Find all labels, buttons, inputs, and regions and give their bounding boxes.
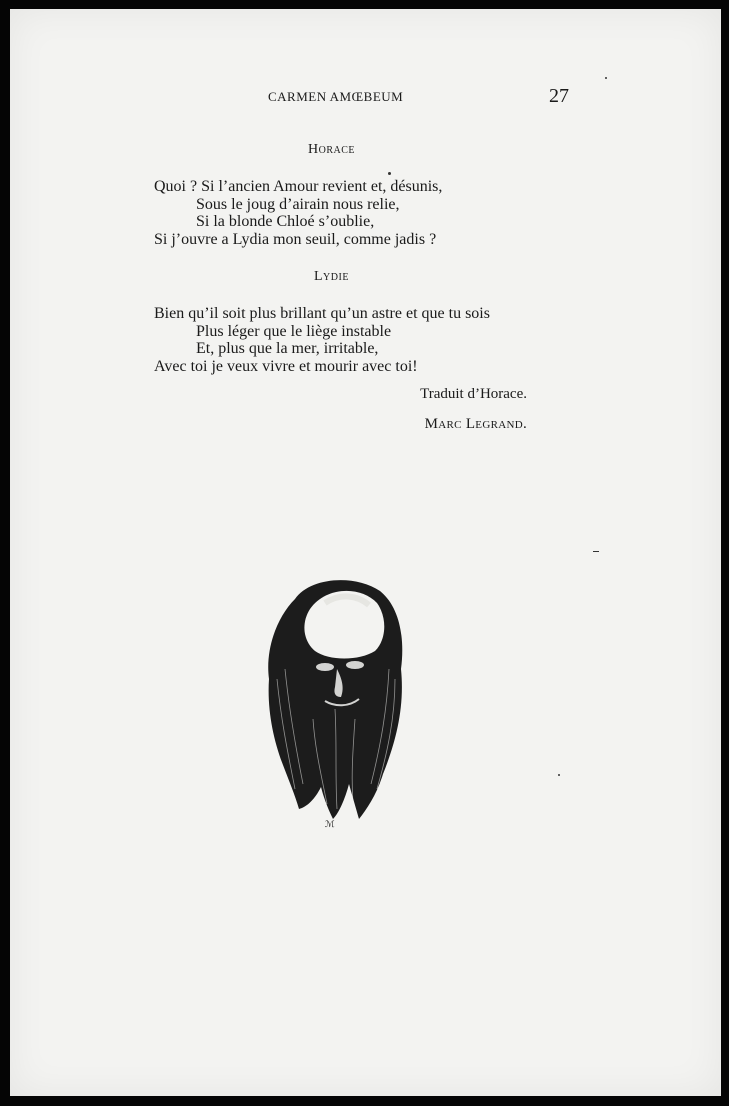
- paper-speck: [605, 77, 607, 79]
- author-signature: Marc Legrand.: [424, 416, 527, 432]
- verse-line: Si la blonde Chloé s’oublie,: [196, 213, 375, 230]
- verse-line: Et, plus que la mer, irritable,: [196, 340, 379, 357]
- stanza-lydie: [154, 305, 490, 375]
- verse-line: Si j’ouvre a Lydia mon seuil, comme jadis ?: [154, 230, 437, 248]
- speaker-heading-horace: Horace: [308, 142, 356, 157]
- verse-line: Bien qu’il soit plus brillant qu’un astre et que tu sois: [154, 305, 490, 322]
- paper-speck: [558, 774, 560, 776]
- translation-credit: Traduit d’Horace.: [420, 386, 527, 402]
- engraved-head-illustration: [255, 569, 410, 829]
- stanza-horace: [154, 178, 442, 248]
- verse-line: Plus léger que le liège instable: [196, 322, 392, 340]
- paper-speck: [593, 551, 599, 552]
- speaker-heading-lydie: Lydie: [314, 269, 349, 284]
- running-title: CARMEN AMŒBEUM: [268, 89, 404, 104]
- page-content: [10, 9, 721, 1096]
- paper-speck: [388, 172, 391, 175]
- monogram-mark: ℳ: [325, 819, 335, 829]
- page-number: 27: [549, 85, 569, 107]
- document-page: [10, 9, 721, 1096]
- verse-line: Sous le joug d’airain nous relie,: [196, 195, 400, 213]
- verse-line: Avec toi je veux vivre et mourir avec toi!: [154, 357, 418, 375]
- verse-line: Quoi ? Si l’ancien Amour revient et, désunis,: [154, 178, 443, 195]
